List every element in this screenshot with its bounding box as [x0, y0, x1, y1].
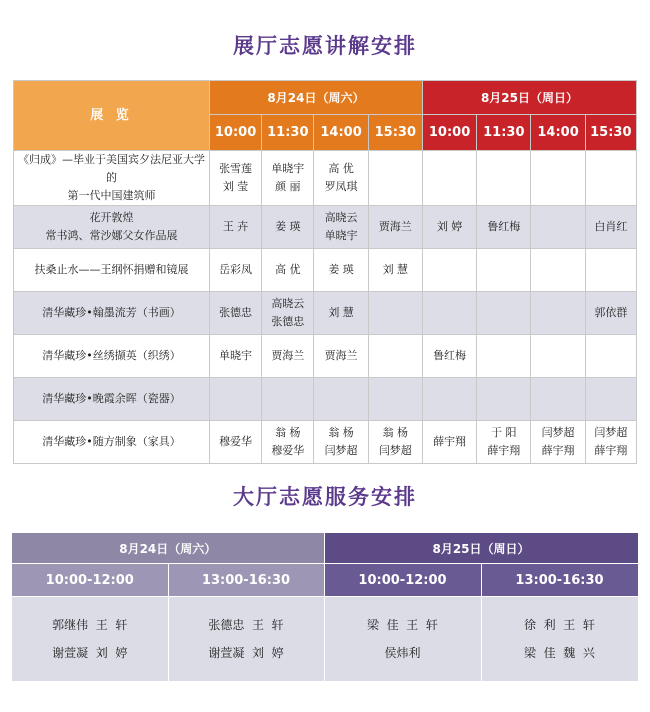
time-slot-header: 15:30	[368, 115, 422, 151]
volunteer-name: 于 阳	[491, 426, 517, 439]
exhibit-name-line: 扶桑止水——王纲怀捐赠和镜展	[34, 263, 189, 276]
volunteer-cell	[585, 335, 636, 378]
volunteer-cell	[422, 151, 476, 206]
volunteer-cell	[314, 151, 368, 206]
hall-volunteer-names: 梁 佳 魏 兴	[524, 646, 595, 660]
hall-volunteer-names: 侯炜利	[384, 646, 421, 660]
volunteer-name: 王 卉	[222, 220, 249, 233]
volunteer-cell	[314, 206, 368, 249]
volunteer-cell	[209, 292, 261, 335]
exhibit-row	[14, 378, 637, 421]
hall-time-slot-header: 10:00-12:00	[324, 564, 481, 597]
volunteer-cell	[262, 335, 314, 378]
volunteer-cell	[422, 292, 476, 335]
volunteer-name: 贾海兰	[271, 349, 305, 362]
volunteer-name: 张德忠	[219, 306, 253, 319]
volunteer-name: 姜 瑛	[275, 220, 301, 233]
volunteer-cell	[368, 292, 422, 335]
time-slot-header: 15:30	[585, 115, 636, 151]
volunteer-cell	[262, 292, 314, 335]
volunteer-name: 鲁红梅	[433, 349, 467, 362]
volunteer-name: 刘 婷	[436, 220, 463, 233]
volunteer-cell	[368, 421, 422, 464]
volunteer-cell	[262, 421, 314, 464]
volunteer-name: 刘 慧	[328, 306, 354, 319]
volunteer-cell	[531, 249, 585, 292]
volunteer-name: 闫梦超	[594, 426, 628, 439]
volunteer-name: 闫梦超	[378, 444, 412, 457]
volunteer-cell	[477, 292, 531, 335]
volunteer-cell	[585, 206, 636, 249]
hall-volunteer-names: 谢萱凝 刘 婷	[52, 646, 128, 660]
exhibit-name	[14, 292, 210, 335]
volunteer-cell	[422, 249, 476, 292]
volunteer-name: 单晓宇	[271, 162, 305, 175]
volunteer-cell	[422, 421, 476, 464]
exhibit-row	[14, 151, 637, 206]
volunteer-cell	[262, 151, 314, 206]
time-slot-header: 10:00	[422, 115, 476, 151]
exhibit-schedule-table	[13, 80, 637, 464]
volunteer-cell	[531, 335, 585, 378]
volunteer-cell	[477, 335, 531, 378]
volunteer-cell	[209, 335, 261, 378]
volunteer-cell	[585, 378, 636, 421]
hall-volunteer-cell	[324, 597, 481, 682]
exhibit-row	[14, 421, 637, 464]
hall-volunteer-names: 谢萱凝 刘 婷	[208, 646, 284, 660]
volunteer-cell	[209, 249, 261, 292]
volunteer-cell	[477, 249, 531, 292]
volunteer-name: 张雪莲	[219, 162, 253, 175]
exhibit-row	[14, 335, 637, 378]
exhibit-name	[14, 151, 210, 206]
volunteer-cell	[262, 206, 314, 249]
time-slot-header: 11:30	[262, 115, 314, 151]
volunteer-cell	[531, 206, 585, 249]
exhibit-name-line: 清华藏珍•随方制象（家具）	[42, 435, 181, 448]
volunteer-cell	[314, 378, 368, 421]
hall-volunteer-names: 郭继伟 王 轩	[52, 618, 128, 632]
hall-schedule-title: 大厅志愿服务安排	[233, 485, 417, 509]
exhibit-row	[14, 249, 637, 292]
volunteer-name: 单晓宇	[219, 349, 253, 362]
volunteer-name: 闫梦超	[324, 444, 358, 457]
volunteer-cell	[531, 421, 585, 464]
exhibit-name	[14, 378, 210, 421]
volunteer-cell	[368, 206, 422, 249]
volunteer-cell	[477, 421, 531, 464]
volunteer-cell	[368, 335, 422, 378]
hall-time-slot-header: 10:00-12:00	[12, 564, 168, 597]
volunteer-cell	[314, 292, 368, 335]
hall-schedule-table	[12, 533, 639, 681]
volunteer-cell	[209, 151, 261, 206]
exhibit-name-line: 第一代中国建筑师	[67, 189, 156, 202]
volunteer-name: 单晓宇	[324, 229, 358, 242]
volunteer-cell	[314, 335, 368, 378]
volunteer-name: 高 优	[275, 263, 301, 276]
volunteer-name: 贾海兰	[324, 349, 358, 362]
volunteer-cell	[585, 292, 636, 335]
hall-volunteer-names: 徐 利 王 轩	[524, 618, 595, 632]
exhibit-row	[14, 292, 637, 335]
volunteer-cell	[531, 292, 585, 335]
volunteer-name: 薛宇翔	[487, 444, 521, 457]
exhibit-name	[14, 249, 210, 292]
volunteer-cell	[585, 421, 636, 464]
volunteer-cell	[368, 151, 422, 206]
volunteer-name: 穆爱华	[271, 444, 305, 457]
volunteer-name: 罗凤琪	[324, 180, 358, 193]
exhibit-name-line: 清华藏珍•晚霞余晖（瓷器）	[42, 392, 181, 405]
volunteer-name: 刘 莹	[222, 180, 249, 193]
volunteer-cell	[477, 206, 531, 249]
exhibit-row	[14, 206, 637, 249]
volunteer-cell	[209, 378, 261, 421]
volunteer-cell	[262, 249, 314, 292]
hall-volunteer-cell	[168, 597, 324, 682]
volunteer-cell	[531, 378, 585, 421]
volunteer-cell	[422, 378, 476, 421]
hall-volunteer-names: 张德忠 王 轩	[208, 618, 284, 632]
exhibit-name-line: 清华藏珍•翰墨流芳（书画）	[42, 306, 181, 319]
volunteer-name: 翁 杨	[328, 426, 354, 439]
volunteer-name: 薛宇翔	[541, 444, 575, 457]
day-header-aug25: 8月25日（周日）	[422, 81, 636, 115]
time-slot-header: 14:00	[314, 115, 368, 151]
hall-day-header-aug24: 8月24日（周六）	[12, 533, 324, 564]
time-slot-header: 11:30	[477, 115, 531, 151]
exhibit-schedule-title: 展厅志愿讲解安排	[233, 34, 417, 58]
volunteer-name: 岳彩凤	[219, 263, 253, 276]
volunteer-name: 鲁红梅	[487, 220, 521, 233]
volunteer-name: 翁 杨	[275, 426, 301, 439]
volunteer-name: 高晓云	[271, 297, 305, 310]
volunteer-name: 穆爱华	[219, 435, 253, 448]
volunteer-cell	[477, 378, 531, 421]
hall-volunteer-cell	[481, 597, 638, 682]
volunteer-cell	[314, 249, 368, 292]
exhibit-name	[14, 206, 210, 249]
volunteer-name: 高 优	[328, 162, 354, 175]
exhibit-name-line: 清华藏珍•丝绣撷英（织绣）	[42, 349, 181, 362]
volunteer-cell	[585, 249, 636, 292]
exhibit-column-header: 展 览	[14, 81, 210, 151]
volunteer-name: 张德忠	[271, 315, 305, 328]
volunteer-name: 姜 瑛	[328, 263, 354, 276]
volunteer-name: 郭依群	[594, 306, 628, 319]
exhibit-name-line: 《归成》—毕业于美国宾夕法尼亚大学的	[17, 153, 205, 184]
exhibit-name-line: 常书鸿、常沙娜父女作品展	[45, 229, 178, 242]
volunteer-cell	[531, 151, 585, 206]
volunteer-cell	[209, 421, 261, 464]
volunteer-cell	[262, 378, 314, 421]
volunteer-cell	[422, 206, 476, 249]
exhibit-name	[14, 335, 210, 378]
hall-time-slot-header: 13:00-16:30	[168, 564, 324, 597]
volunteer-name: 贾海兰	[378, 220, 412, 233]
exhibit-name-line: 花开敦煌	[89, 211, 134, 224]
volunteer-name: 薛宇翔	[433, 435, 467, 448]
hall-time-slot-header: 13:00-16:30	[481, 564, 638, 597]
volunteer-cell	[585, 151, 636, 206]
hall-volunteer-names: 梁 佳 王 轩	[367, 618, 438, 632]
volunteer-name: 刘 慧	[382, 263, 409, 276]
volunteer-cell	[477, 151, 531, 206]
volunteer-name: 白肖红	[594, 220, 628, 233]
time-slot-header: 10:00	[209, 115, 261, 151]
volunteer-cell	[422, 335, 476, 378]
volunteer-cell	[368, 249, 422, 292]
hall-volunteer-cell	[12, 597, 168, 682]
day-header-aug24: 8月24日（周六）	[209, 81, 422, 115]
volunteer-cell	[209, 206, 261, 249]
volunteer-name: 闫梦超	[541, 426, 575, 439]
volunteer-cell	[314, 421, 368, 464]
exhibit-name	[14, 421, 210, 464]
volunteer-name: 高晓云	[324, 211, 358, 224]
volunteer-name: 翁 杨	[382, 426, 409, 439]
time-slot-header: 14:00	[531, 115, 585, 151]
hall-day-header-aug25: 8月25日（周日）	[324, 533, 638, 564]
volunteer-name: 颜 丽	[275, 180, 301, 193]
volunteer-cell	[368, 378, 422, 421]
volunteer-name: 薛宇翔	[594, 444, 628, 457]
